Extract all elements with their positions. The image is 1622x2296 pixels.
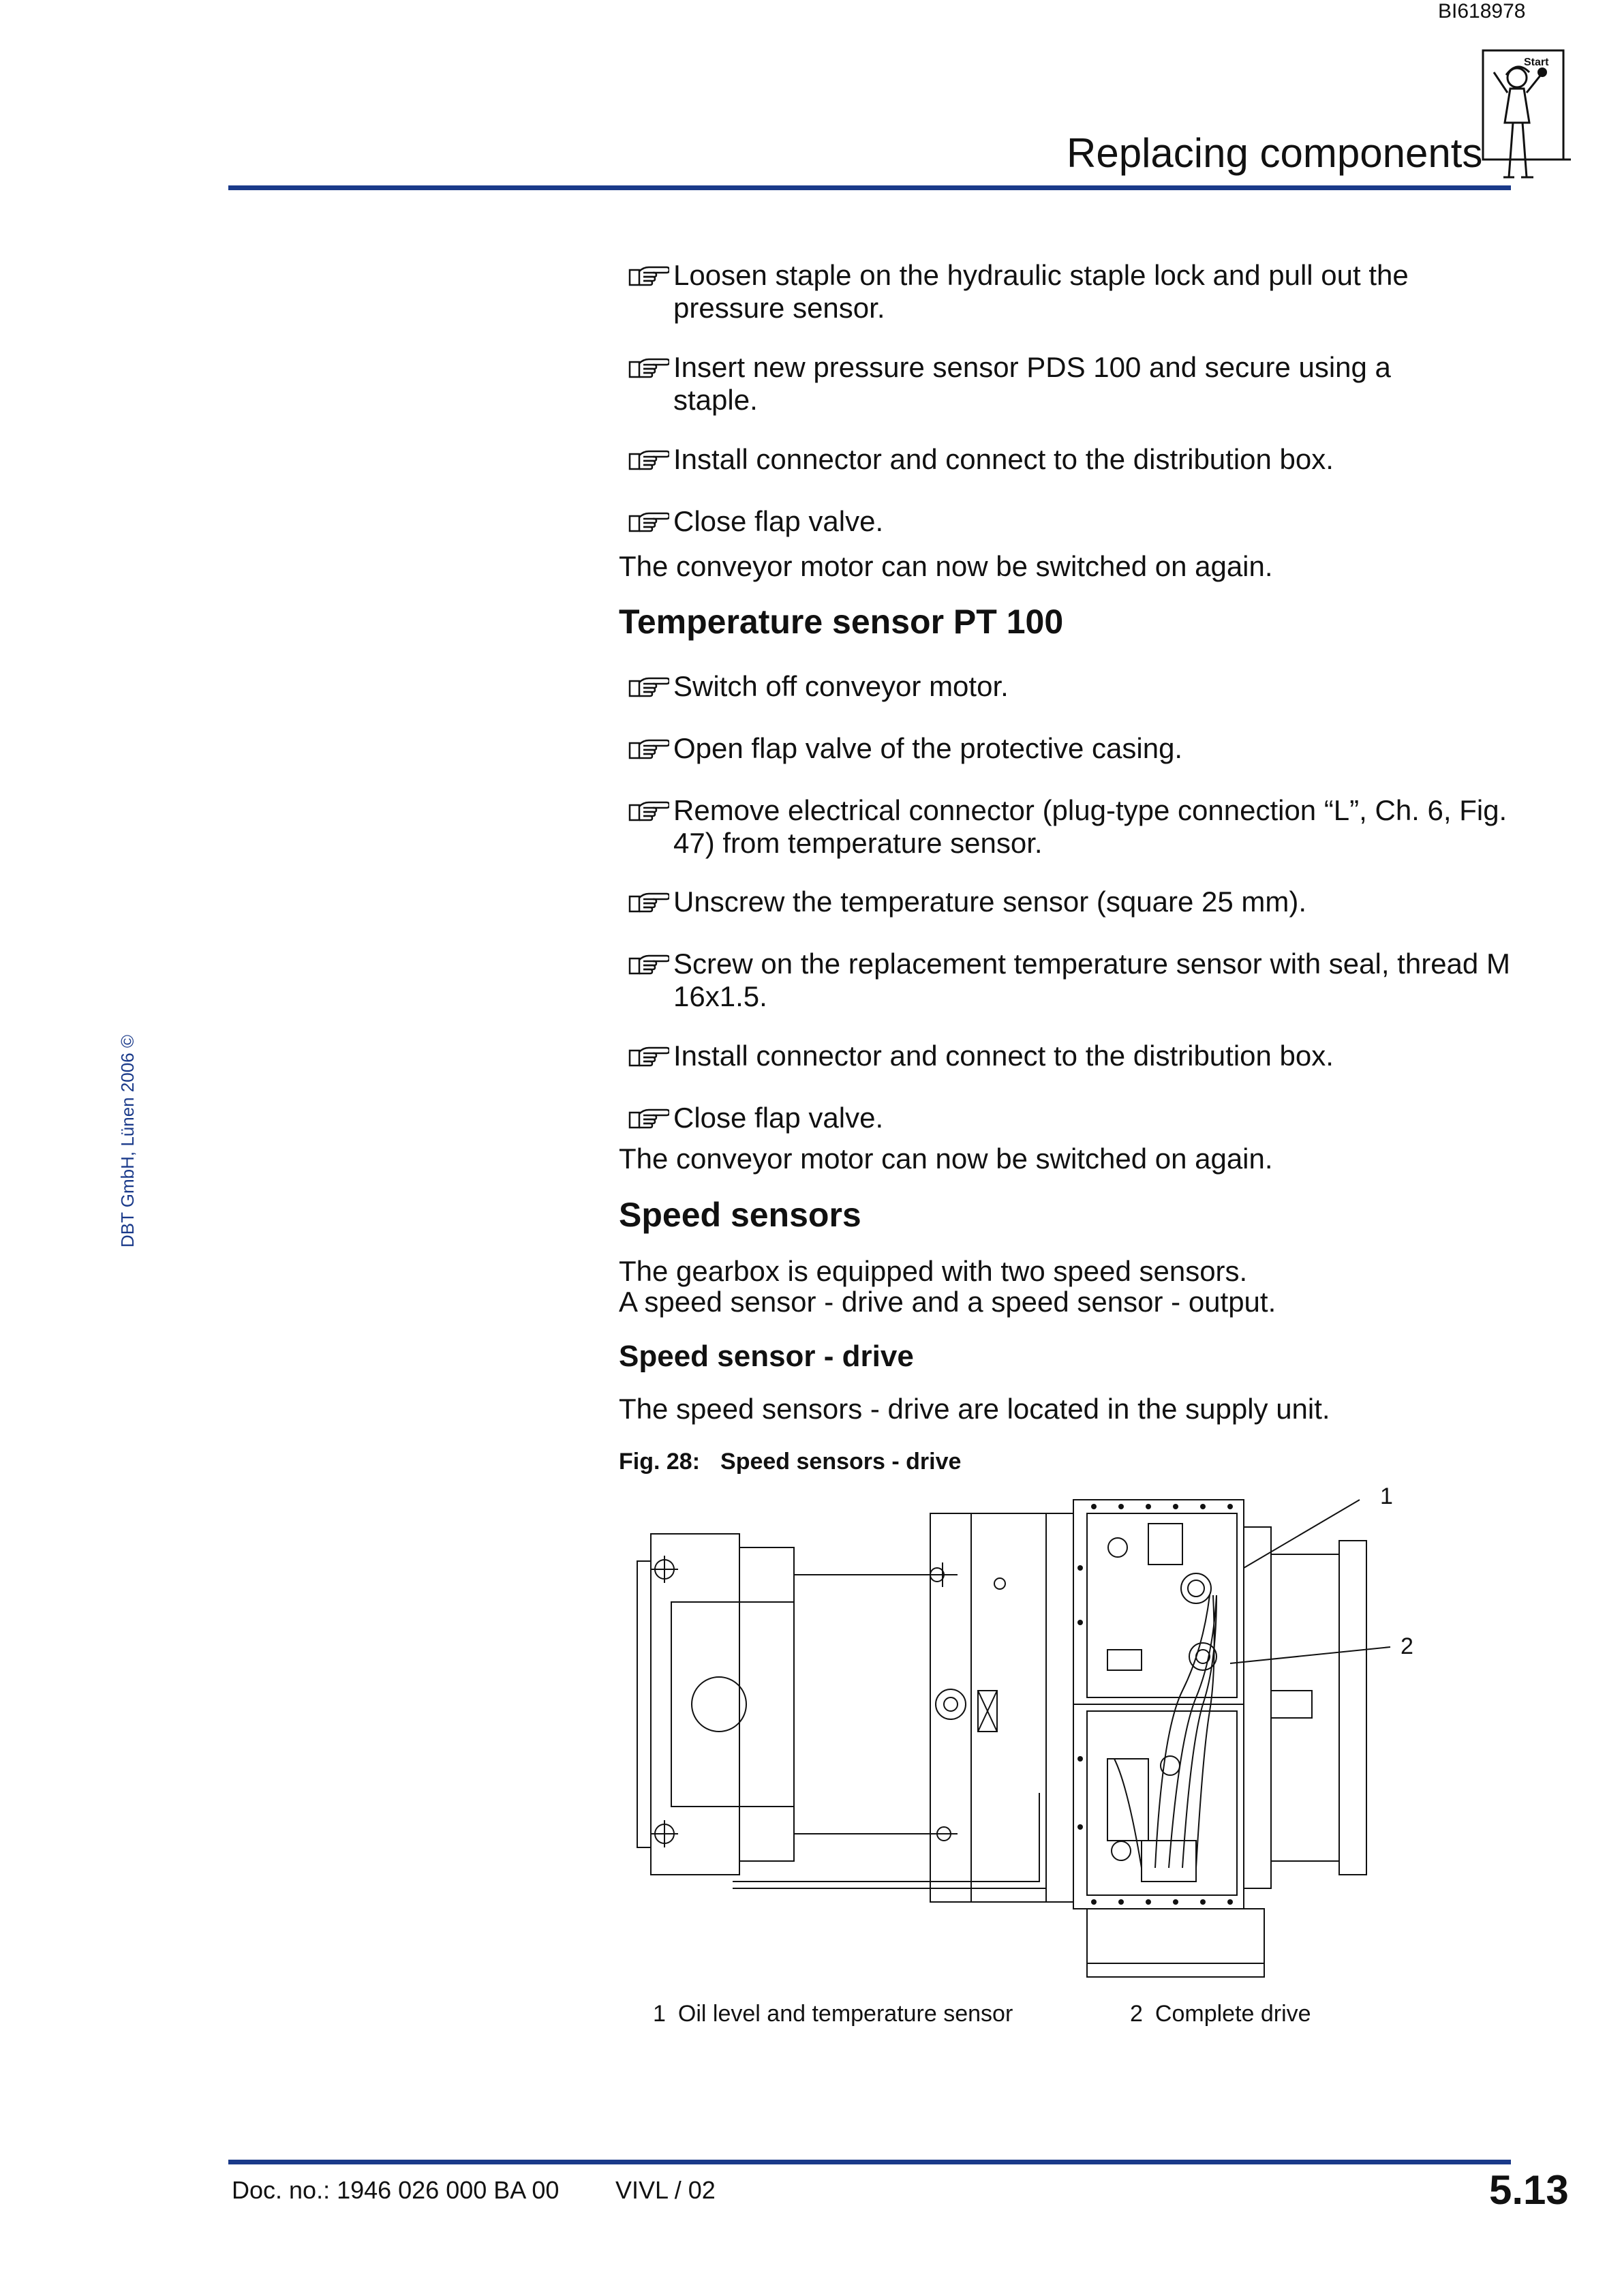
pointing-hand-icon — [627, 735, 669, 762]
pointing-hand-icon — [627, 354, 669, 381]
pointing-hand-icon — [627, 262, 669, 289]
step-text: Insert new pressure sensor PDS 100 and secure using a staple. — [673, 351, 1391, 416]
footer-version: VIVL / 02 — [615, 2176, 716, 2204]
step-text: Open flap valve of the protective casing. — [673, 732, 1183, 764]
step-text: Switch off conveyor motor. — [673, 670, 1009, 702]
legend-number: 2 — [1130, 2001, 1143, 2027]
speed-sensor-drive-heading: Speed sensor - drive — [619, 1340, 914, 1373]
pointing-hand-icon — [627, 446, 669, 473]
step-text: Close flap valve. — [673, 1102, 884, 1134]
step-text: Close flap valve. — [673, 505, 884, 537]
temp-step-1 — [619, 670, 1518, 703]
document-id: BI618978 — [1438, 0, 1526, 22]
pressure-step-4 — [619, 505, 1518, 538]
speed-intro-1: The gearbox is equipped with two speed sensors. — [619, 1255, 1248, 1287]
pressure-step-1 — [619, 259, 1518, 324]
page-title: Replacing components — [1067, 130, 1483, 176]
speed-drive-text: The speed sensors - drive are located in the supply unit. — [619, 1393, 1330, 1425]
pressure-step-2 — [619, 351, 1518, 417]
pointing-hand-icon — [627, 673, 669, 700]
legend-label: Complete drive — [1154, 2001, 1311, 2027]
temp-step-2 — [619, 732, 1518, 765]
step-text: Install connector and connect to the distribution box. — [673, 443, 1334, 475]
callout-1: 1 — [1380, 1486, 1393, 1509]
pressure-step-3 — [619, 443, 1518, 476]
footer-rule — [228, 2160, 1511, 2164]
pointing-hand-icon — [627, 888, 669, 916]
legend-number: 1 — [653, 2001, 666, 2027]
step-text: Screw on the replacement temperature sensor with seal, thread M 16x1.5. — [673, 948, 1510, 1012]
copyright-text: DBT GmbH, Lünen 2006 © — [117, 1034, 138, 1248]
temp-step-3 — [619, 794, 1518, 860]
pointing-hand-icon — [627, 950, 669, 978]
copyright-vertical — [102, 1036, 143, 1248]
figure-caption — [619, 1445, 981, 1478]
pressure-note: The conveyor motor can now be switched on again. — [619, 550, 1273, 582]
legend-label: Oil level and temperature sensor — [677, 2001, 1013, 2027]
step-text: Install connector and connect to the distribution box. — [673, 1040, 1334, 1072]
step-text: Unscrew the temperature sensor (square 25 mm). — [673, 886, 1307, 918]
footer-doc-number: Doc. no.: 1946 026 000 BA 00 — [232, 2176, 560, 2204]
callout-2: 2 — [1401, 1633, 1413, 1659]
figure-title: Speed sensors - drive — [720, 1449, 962, 1475]
temperature-sensor-heading: Temperature sensor PT 100 — [619, 603, 1064, 641]
temp-step-7 — [619, 1102, 1518, 1134]
figure-number: Fig. 28: — [619, 1449, 701, 1475]
temp-step-6 — [619, 1040, 1518, 1072]
temp-note: The conveyor motor can now be switched on again. — [619, 1143, 1273, 1175]
speed-sensors-heading: Speed sensors — [619, 1196, 861, 1234]
page-number: 5.13 — [1489, 2167, 1569, 2213]
speed-intro-2: A speed sensor - drive and a speed sensor - output. — [619, 1286, 1276, 1318]
step-text: Remove electrical connector (plug-type connection “L”, Ch. 6, Fig. 47) from temperature sensor. — [673, 794, 1508, 859]
legend-item-1 — [653, 1997, 1013, 2030]
pointing-hand-icon — [627, 1104, 669, 1132]
legend-item-2 — [1130, 1997, 1311, 2030]
pointing-hand-icon — [627, 1042, 669, 1070]
pointing-hand-icon — [627, 797, 669, 824]
pointing-hand-icon — [627, 508, 669, 535]
drive-technical-drawing — [617, 1486, 1421, 1991]
step-text: Loosen staple on the hydraulic staple lock and pull out the pressure sensor. — [673, 259, 1409, 324]
temp-step-5 — [619, 948, 1518, 1013]
temp-step-4 — [619, 886, 1518, 918]
start-label: Start — [1524, 57, 1549, 68]
